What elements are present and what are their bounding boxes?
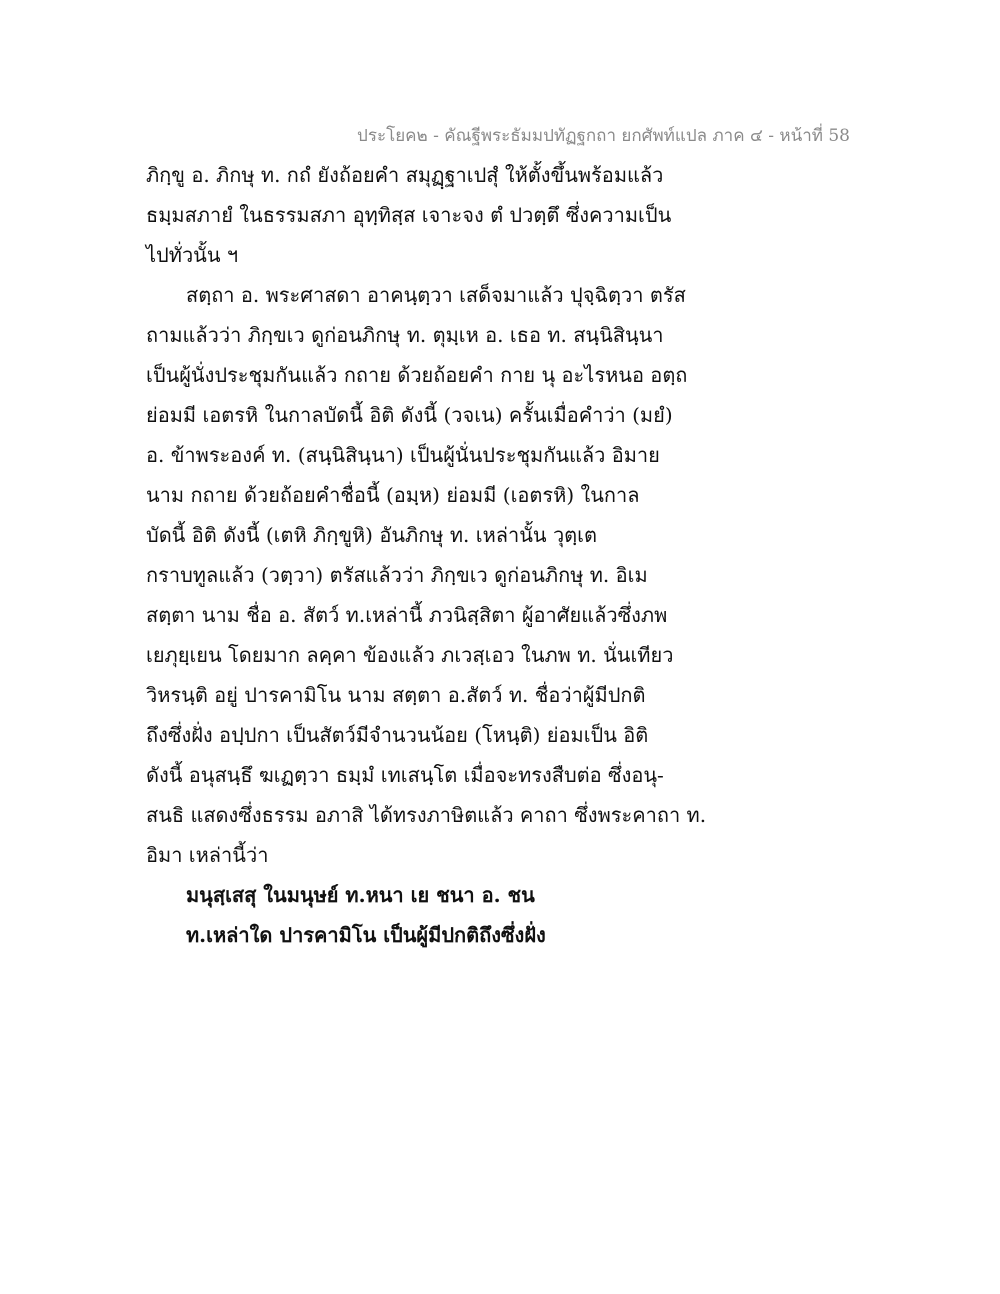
text-line: ธมฺมสภายํ ในธรรมสภา อุทฺทิสฺส เจาะจง ตํ ปวตฺตึ ซึ่งความเป็น	[146, 203, 672, 227]
text-line: ถึงซึ่งฝั่ง อปฺปกา เป็นสัตว์มีจำนวนน้อย (โหนฺติ) ย่อมเป็น อิติ	[146, 723, 649, 747]
text-line: สตฺตา นาม ชื่อ อ. สัตว์ ท.เหล่านี้ ภวนิสฺสิตา ผู้อาศัยแล้วซึ่งภพ	[146, 603, 668, 627]
paragraph-start-line: สตฺถา อ. พระศาสดา อาคนฺตฺวา เสด็จมาแล้ว ปุจฺฉิตฺวา ตรัส	[186, 283, 686, 307]
text-line: วิหรนฺติ อยู่ ปารคามิโน นาม สตฺตา อ.สัตว์ ท. ชื่อว่าผู้มีปกติ	[146, 683, 646, 707]
text-line: นาม กถาย ด้วยถ้อยคำชื่อนี้ (อมฺห) ย่อมมี (เอตรหิ) ในกาล	[146, 483, 640, 507]
text-line: ภิกฺขู อ. ภิกษุ ท. กถํ ยังถ้อยคำ สมุฏฺฐาเปสุํ ให้ตั้งขึ้นพร้อมแล้ว	[146, 163, 664, 187]
verse-line: มนุสฺเสสุ ในมนุษย์ ท.หนา เย ชนา อ. ชน	[186, 883, 535, 907]
running-header: ประโยค๒ - คัณฐีพระธัมมปทัฏฐกถา ยกศัพท์แปล ภาค ๔ - หน้าที่ 58	[357, 126, 850, 146]
text-line: เป็นผู้นั่งประชุมกันแล้ว กถาย ด้วยถ้อยคำ กาย นุ อะไรหนอ อตฺถ	[146, 363, 688, 387]
text-line: บัดนี้ อิติ ดังนี้ (เตหิ ภิกฺขูหิ) อันภิกษุ ท. เหล่านั้น วุตฺเต	[146, 523, 597, 547]
text-line: ถามแล้วว่า ภิกฺขเว ดูก่อนภิกษุ ท. ตุมฺเห อ. เธอ ท. สนฺนิสินฺนา	[146, 323, 664, 347]
text-line: ย่อมมี เอตรหิ ในกาลบัดนี้ อิติ ดังนี้ (วจเน) ครั้นเมื่อคำว่า (มยํ)	[146, 403, 673, 427]
body-text	[146, 155, 726, 955]
text-line: ไปทั่วนั้น ฯ	[146, 243, 239, 267]
text-line: อิมา เหล่านี้ว่า	[146, 843, 269, 867]
verse-line: ท.เหล่าใด ปารคามิโน เป็นผู้มีปกติถึงซึ่งฝั่ง	[186, 923, 546, 947]
text-line: อ. ข้าพระองค์ ท. (สนฺนิสินฺนา) เป็นผู้นั่นประชุมกันแล้ว อิมาย	[146, 443, 660, 467]
text-line: ดังนี้ อนุสนฺธึ ฆเฏตฺวา ธมฺมํ เทเสนฺโต เมื่อจะทรงสืบต่อ ซึ่งอนุ-	[146, 763, 664, 787]
text-line: กราบทูลแล้ว (วตฺวา) ตรัสแล้วว่า ภิกฺขเว ดูก่อนภิกษุ ท. อิเม	[146, 563, 648, 587]
text-line: เยภุยฺเยน โดยมาก ลคฺคา ข้องแล้ว ภเวสฺเอว ในภพ ท. นั่นเทียว	[146, 643, 674, 667]
text-line: สนธิ แสดงซึ่งธรรม อภาสิ ได้ทรงภาษิตแล้ว คาถา ซึ่งพระคาถา ท.	[146, 803, 707, 827]
